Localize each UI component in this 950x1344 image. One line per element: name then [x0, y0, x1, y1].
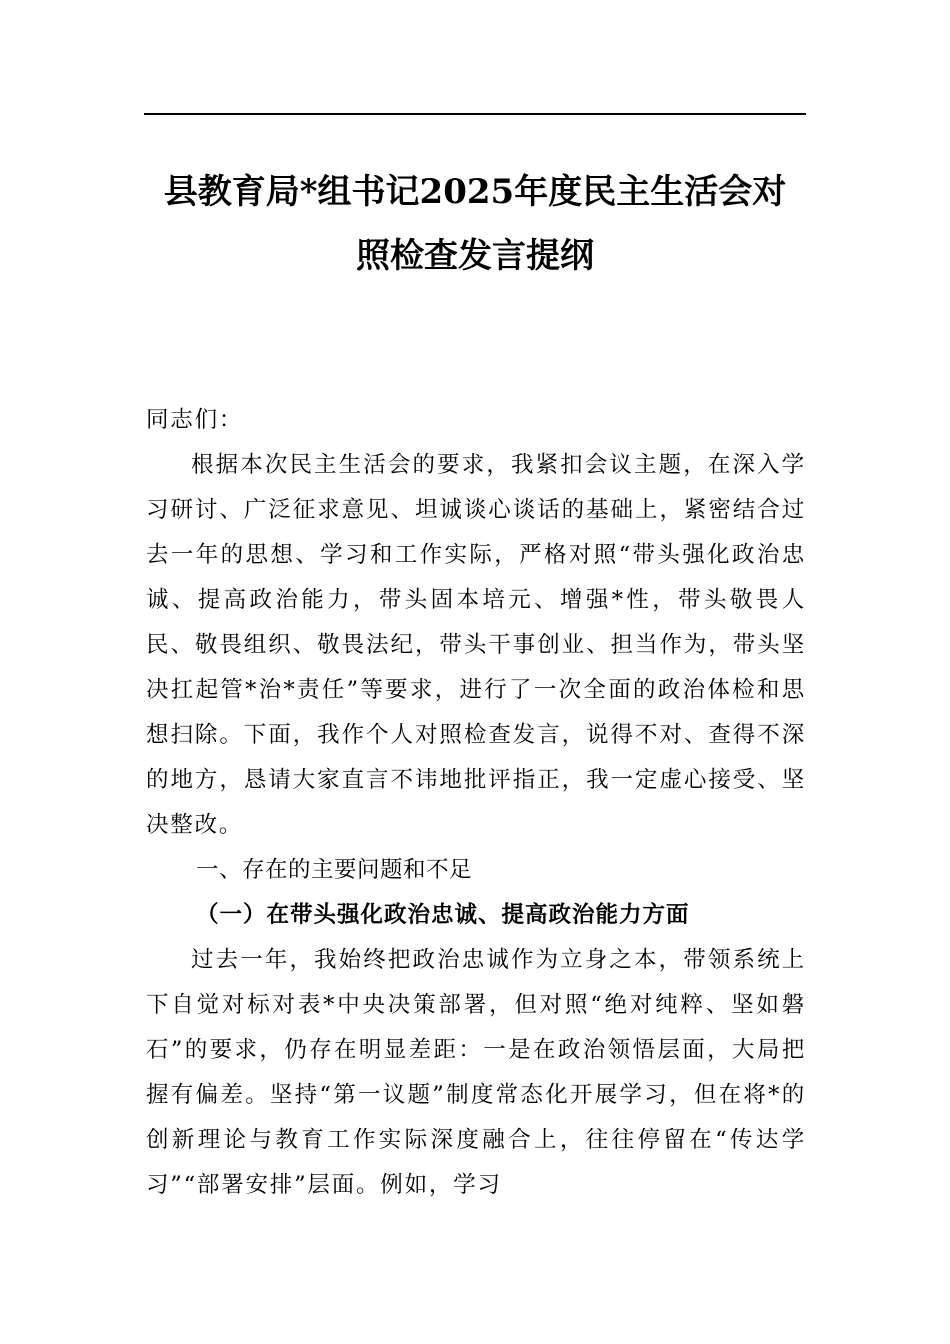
header-rule — [144, 113, 806, 115]
document-title — [144, 160, 806, 288]
salutation: 同志们： — [146, 407, 244, 433]
section-paragraph: 过去一年，我始终把政治忠诚作为立身之本，带领系统上下自觉对标对表*中央决策部署，但对照“绝对纯粹、坚如磐石”的要求，仍存在明显差距：一是在政治领悟层面，大局把握有偏差。坚持“第一议题”制度常态化开展学习，但在将*的创新理论与教育工作实际深度融合上，往往停留在“传达学习”“部署安排”层面。例如，学习 — [146, 947, 806, 1198]
section-heading: 一、存在的主要问题和不足 — [196, 857, 473, 883]
document-body — [146, 398, 806, 1208]
subsection-heading: （一）在带头强化政治忠诚、提高政治能力方面 — [196, 902, 690, 928]
title-line-2: 照检查发言提纲 — [356, 236, 594, 276]
title-line-1: 县教育局*组书记2025年度民主生活会对 — [163, 172, 787, 212]
intro-paragraph: 根据本次民主生活会的要求，我紧扣会议主题，在深入学习研讨、广泛征求意见、坦诚谈心谈话的基础上，紧密结合过去一年的思想、学习和工作实际，严格对照“带头强化政治忠诚、提高政治能力，带头固本培元、增强*性，带头敬畏人民、敬畏组织、敬畏法纪，带头干事创业、担当作为，带头坚决扛起管*治*责任”等要求，进行了一次全面的政治体检和思想扫除。下面，我作个人对照检查发言，说得不对、查得不深的地方，恳请大家直言不讳地批评指正，我一定虚心接受、坚决整改。 — [146, 452, 806, 838]
